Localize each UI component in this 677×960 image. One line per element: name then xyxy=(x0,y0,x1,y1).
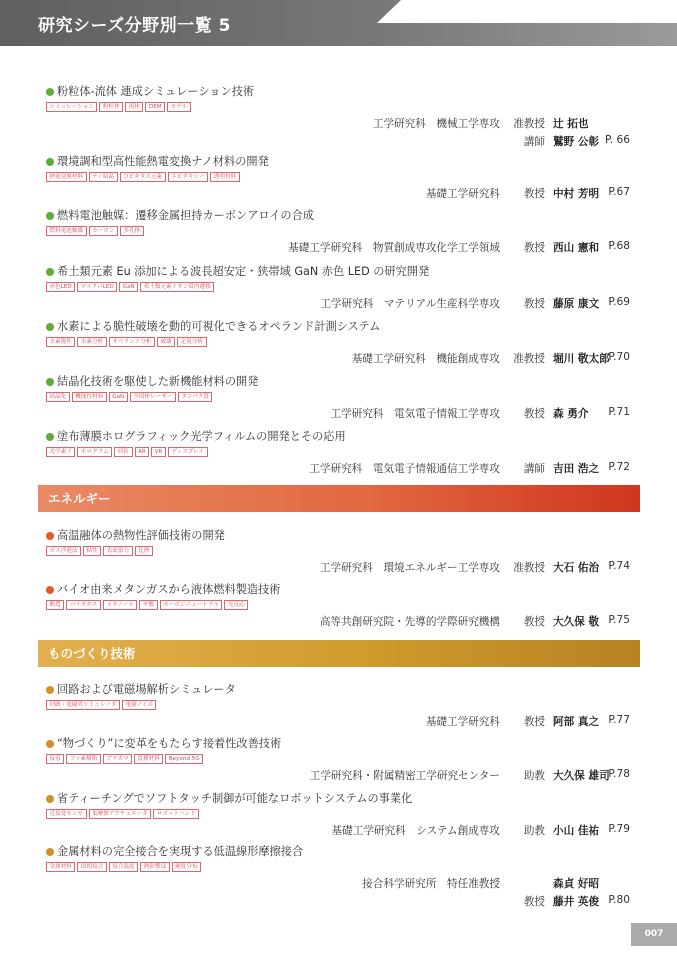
affiliation: 工学研究科 電気電子情報工学専攻 xyxy=(330,408,500,420)
keyword-tag: エピタキシー xyxy=(168,172,209,182)
bullet-dot-icon xyxy=(46,532,54,540)
bullet-dot-icon xyxy=(46,740,54,748)
researcher-name: 森 勇介 xyxy=(553,408,589,420)
seed-entry xyxy=(46,154,636,201)
page-title: 研究シーズ分野別一覧 5 xyxy=(38,16,231,36)
header-notch xyxy=(377,0,677,23)
affiliation: 基礎工学研究科 システム創成専攻 xyxy=(331,825,500,837)
position: 教授 xyxy=(523,896,545,908)
seed-entry xyxy=(46,429,636,476)
tag-list xyxy=(46,337,636,348)
page-reference: P.69 xyxy=(608,296,630,308)
tag-list xyxy=(46,282,636,293)
affiliation: 工学研究科 環境エネルギー工学専攻 xyxy=(319,562,500,574)
affiliation-line xyxy=(46,458,636,476)
bullet-dot-icon xyxy=(46,88,54,96)
entry-title: “物づくり”に変革をもたらす接着性改善技術 xyxy=(57,737,282,750)
researcher-name: 大石 佑治 xyxy=(553,562,600,574)
entry-title-line xyxy=(46,319,636,334)
researcher-name: 大久保 雄司 xyxy=(553,770,610,782)
affiliation: 工学研究科 機械工学専攻 xyxy=(372,118,500,130)
page-reference: P.71 xyxy=(608,406,630,418)
affiliation-line xyxy=(46,293,636,311)
bullet-dot-icon xyxy=(46,378,54,386)
position: 准教授 xyxy=(513,353,545,365)
page-reference: P. 66 xyxy=(605,134,630,146)
affiliation-line xyxy=(46,873,636,891)
keyword-tag: ロボットハンド xyxy=(153,809,199,819)
researcher-name: 吉田 浩之 xyxy=(553,463,600,475)
keyword-tag: 回路・電磁界シミュレータ xyxy=(46,700,120,710)
keyword-tag: 熱電変換材料 xyxy=(46,172,87,182)
position: 教授 xyxy=(523,408,545,420)
affiliation-line xyxy=(46,820,636,838)
entry-title-line xyxy=(46,582,636,597)
keyword-tag: 酪農 xyxy=(46,600,64,610)
entry-title-line xyxy=(46,528,636,543)
position: 教授 xyxy=(523,298,545,310)
keyword-tag: GaN xyxy=(109,392,128,402)
keyword-tag: ナノ結晶 xyxy=(89,172,118,182)
keyword-tag: 固相接合 xyxy=(77,862,106,872)
affiliation-line xyxy=(46,711,636,729)
keyword-tag: 粘性 xyxy=(83,546,101,556)
page-reference: P.78 xyxy=(608,768,630,780)
page-reference: P.77 xyxy=(608,714,630,726)
page-reference: P.72 xyxy=(608,461,630,473)
researcher-name: 辻 拓也 xyxy=(553,118,589,130)
keyword-tag: 金属材料 xyxy=(46,862,75,872)
position: 講師 xyxy=(523,136,545,148)
page-number: 007 xyxy=(631,923,677,946)
seed-entry xyxy=(46,736,636,783)
tag-list xyxy=(46,600,636,611)
tag-list xyxy=(46,862,636,873)
affiliation-line xyxy=(46,131,636,149)
keyword-tag: 光学素子 xyxy=(46,447,75,457)
keyword-tag: 光反応 xyxy=(224,600,248,610)
keyword-tag: 定量分析 xyxy=(177,337,206,347)
position: 准教授 xyxy=(513,562,545,574)
keyword-tag: 回折 xyxy=(114,447,132,457)
keyword-tag: 流体 xyxy=(125,102,143,112)
researcher-name: 藤井 英俊 xyxy=(553,896,600,908)
keyword-tag: 透明材料 xyxy=(210,172,239,182)
keyword-tag: カーボン xyxy=(89,226,118,236)
entry-title-line xyxy=(46,374,636,389)
entry-title-line xyxy=(46,429,636,444)
keyword-tag: AR xyxy=(135,447,150,457)
keyword-tag: 結晶化 xyxy=(46,392,70,402)
researcher-name: 西山 憲和 xyxy=(553,242,600,254)
affiliation-line xyxy=(46,557,636,575)
position: 准教授 xyxy=(513,118,545,130)
affiliation: 工学研究科 マテリアル生産科学専攻 xyxy=(320,298,500,310)
bullet-dot-icon xyxy=(46,323,54,331)
entry-title-line xyxy=(46,264,636,279)
seed-entry xyxy=(46,844,636,909)
page-reference: P.79 xyxy=(608,823,630,835)
affiliation-line xyxy=(46,113,636,131)
keyword-tag: 多孔体 xyxy=(120,226,144,236)
keyword-tag: バイオガス xyxy=(66,600,101,610)
keyword-tag: 希土類元素イオン殻内遷移 xyxy=(140,282,214,292)
keyword-tag: ホログラム xyxy=(77,447,112,457)
keyword-tag: 破壊 xyxy=(157,337,175,347)
entry-title-line xyxy=(46,84,636,99)
bullet-dot-icon xyxy=(46,686,54,694)
tag-list xyxy=(46,809,636,820)
affiliation: 基礎工学研究科 機能創成専攻 xyxy=(351,353,500,365)
page-reference: P.68 xyxy=(608,240,630,252)
keyword-tag: 燃料電池触媒 xyxy=(46,226,87,236)
keyword-tag: 表面張力 xyxy=(103,546,132,556)
seed-entry xyxy=(46,319,636,366)
bullet-dot-icon xyxy=(46,795,54,803)
keyword-tag: 機能性材料 xyxy=(72,392,107,402)
keyword-tag: マイクロLED xyxy=(77,282,117,292)
bullet-dot-icon xyxy=(46,586,54,594)
page-header xyxy=(0,0,677,46)
tag-list xyxy=(46,172,636,183)
keyword-tag: ガス浮遊法 xyxy=(46,546,81,556)
entry-title: 金属材料の完全接合を実現する低温線形摩擦接合 xyxy=(57,845,304,858)
affiliation-line xyxy=(46,611,636,629)
entry-title: 塗布薄膜ホログラフィック光学フィルムの開発とその応用 xyxy=(57,430,346,443)
affiliation-line xyxy=(46,891,636,909)
tag-list xyxy=(46,447,636,458)
keyword-tag: 接着 xyxy=(46,754,64,764)
tag-list xyxy=(46,546,636,557)
seed-entry xyxy=(46,84,636,149)
entry-title-line xyxy=(46,208,636,223)
entry-title: 環境調和型高性能熱電変換ナノ材料の開発 xyxy=(57,155,269,168)
section-banner-energy: エネルギー xyxy=(38,485,640,512)
keyword-tag: 比熱 xyxy=(135,546,153,556)
bullet-dot-icon xyxy=(46,212,54,220)
seed-entry xyxy=(46,791,636,838)
keyword-tag: 水素脆性 xyxy=(46,337,75,347)
entry-title: 回路および電磁場解析シミュレータ xyxy=(57,683,236,696)
keyword-tag: DEM xyxy=(145,102,165,112)
keyword-tag: コピキタス元素 xyxy=(120,172,166,182)
page-reference: P.74 xyxy=(608,560,630,572)
tag-list xyxy=(46,700,636,711)
entry-title: 高温融体の熱物性評価技術の開発 xyxy=(57,529,225,542)
researcher-name: 大久保 敬 xyxy=(553,616,600,628)
keyword-tag: GaN xyxy=(119,282,138,292)
entry-title-line xyxy=(46,682,636,697)
researcher-name: 小山 佳祐 xyxy=(553,825,600,837)
bullet-dot-icon xyxy=(46,158,54,166)
affiliation: 接合科学研究所 特任准教授 xyxy=(362,878,500,890)
entry-title-line xyxy=(46,791,636,806)
position: 助教 xyxy=(523,770,545,782)
keyword-tag: ディスプレイ xyxy=(168,447,208,457)
affiliation: 基礎工学研究科 xyxy=(425,188,500,200)
researcher-name: 堀川 敬太郎 xyxy=(553,353,610,365)
researcher-name: 阿部 真之 xyxy=(553,716,600,728)
researcher-name: 中村 芳明 xyxy=(553,188,600,200)
seed-entry xyxy=(46,528,636,575)
keyword-tag: モデル xyxy=(167,102,191,112)
entry-title: 水素による脆性破壊を動的可視化できるオペランド計測システム xyxy=(57,320,381,333)
keyword-tag: 赤色LED xyxy=(46,282,75,292)
position: 講師 xyxy=(523,463,545,475)
entry-title: 希土類元素 Eu 添加による波長超安定・狭帯域 GaN 赤色 LED の研究開発 xyxy=(57,265,430,278)
keyword-tag: 貴種材料 xyxy=(134,754,163,764)
researcher-name: 鷲野 公彰 xyxy=(553,136,600,148)
keyword-tag: シミュレーション xyxy=(46,102,97,112)
position: 助教 xyxy=(523,825,545,837)
tag-list xyxy=(46,102,636,113)
position: 教授 xyxy=(523,716,545,728)
affiliation-line xyxy=(46,237,636,255)
seed-entry xyxy=(46,582,636,629)
bullet-dot-icon xyxy=(46,848,54,856)
keyword-tag: プラズマ xyxy=(103,754,132,764)
page-reference: P.67 xyxy=(608,186,630,198)
tag-list xyxy=(46,392,636,403)
page-reference: P.75 xyxy=(608,614,630,626)
bullet-dot-icon xyxy=(46,268,54,276)
affiliation-line xyxy=(46,765,636,783)
entry-title-line xyxy=(46,154,636,169)
entry-title: 粉粒体-流体 連成シミュレーション技術 xyxy=(57,85,255,98)
entry-title: 省ティーチングでソフトタッチ制御が可能なロボットシステムの事業化 xyxy=(57,792,413,805)
keyword-tag: 水素分析 xyxy=(77,337,106,347)
entry-title: 燃料電池触媒：遷移金属担持カーボンアロイの合成 xyxy=(57,209,314,222)
seed-entry xyxy=(46,682,636,729)
keyword-tag: フッ素樹脂 xyxy=(66,754,101,764)
affiliation: 工学研究科・附属精密工学研究センター xyxy=(309,770,500,782)
keyword-tag: オペランド分析 xyxy=(109,337,155,347)
seed-entry xyxy=(46,264,636,311)
affiliation-line xyxy=(46,403,636,421)
entry-title: 結晶化技術を駆使した新機能材料の開発 xyxy=(57,375,259,388)
section-banner-monozukuri: ものづくり技術 xyxy=(38,640,640,667)
keyword-tag: 硬度分布 xyxy=(172,862,201,872)
affiliation-line xyxy=(46,183,636,201)
researcher-name: 森貞 好昭 xyxy=(553,878,600,890)
affiliation: 基礎工学研究科 物質創成専攻化学工学領域 xyxy=(288,242,500,254)
keyword-tag: タンパク質 xyxy=(178,392,213,402)
keyword-tag: 電磁ノイズ xyxy=(122,700,156,710)
affiliation: 基礎工学研究科 xyxy=(425,716,500,728)
page-reference: P.80 xyxy=(608,894,630,906)
keyword-tag: 近接覚センサ xyxy=(46,809,87,819)
page-reference: P.70 xyxy=(608,351,630,363)
keyword-tag: 熱影響部 xyxy=(140,862,169,872)
entry-title-line xyxy=(46,736,636,751)
seed-entry xyxy=(46,374,636,421)
position: 教授 xyxy=(523,188,545,200)
affiliation-line xyxy=(46,348,636,366)
affiliation: 工学研究科 電気電子情報通信工学専攻 xyxy=(309,463,500,475)
entry-title-line xyxy=(46,844,636,859)
researcher-name: 藤原 康文 xyxy=(553,298,600,310)
keyword-tag: メタノール xyxy=(103,600,138,610)
keyword-tag: Beyond 5G xyxy=(165,754,203,764)
keyword-tag: VR xyxy=(151,447,166,457)
position: 教授 xyxy=(523,616,545,628)
tag-list xyxy=(46,226,636,237)
bullet-dot-icon xyxy=(46,433,54,441)
keyword-tag: 全固体レーザー xyxy=(130,392,176,402)
keyword-tag: カーボンニュートラル xyxy=(160,600,223,610)
keyword-tag: 粉粒体 xyxy=(99,102,123,112)
keyword-tag: ギ酸 xyxy=(139,600,157,610)
keyword-tag: 低摩擦アクチュエータ xyxy=(89,809,152,819)
affiliation: 高等共創研究院・先導的学際研究機構 xyxy=(319,616,500,628)
seed-entry xyxy=(46,208,636,255)
tag-list xyxy=(46,754,636,765)
keyword-tag: 接合温度 xyxy=(109,862,138,872)
entry-title: バイオ由来メタンガスから液体燃料製造技術 xyxy=(57,583,281,596)
position: 教授 xyxy=(523,242,545,254)
